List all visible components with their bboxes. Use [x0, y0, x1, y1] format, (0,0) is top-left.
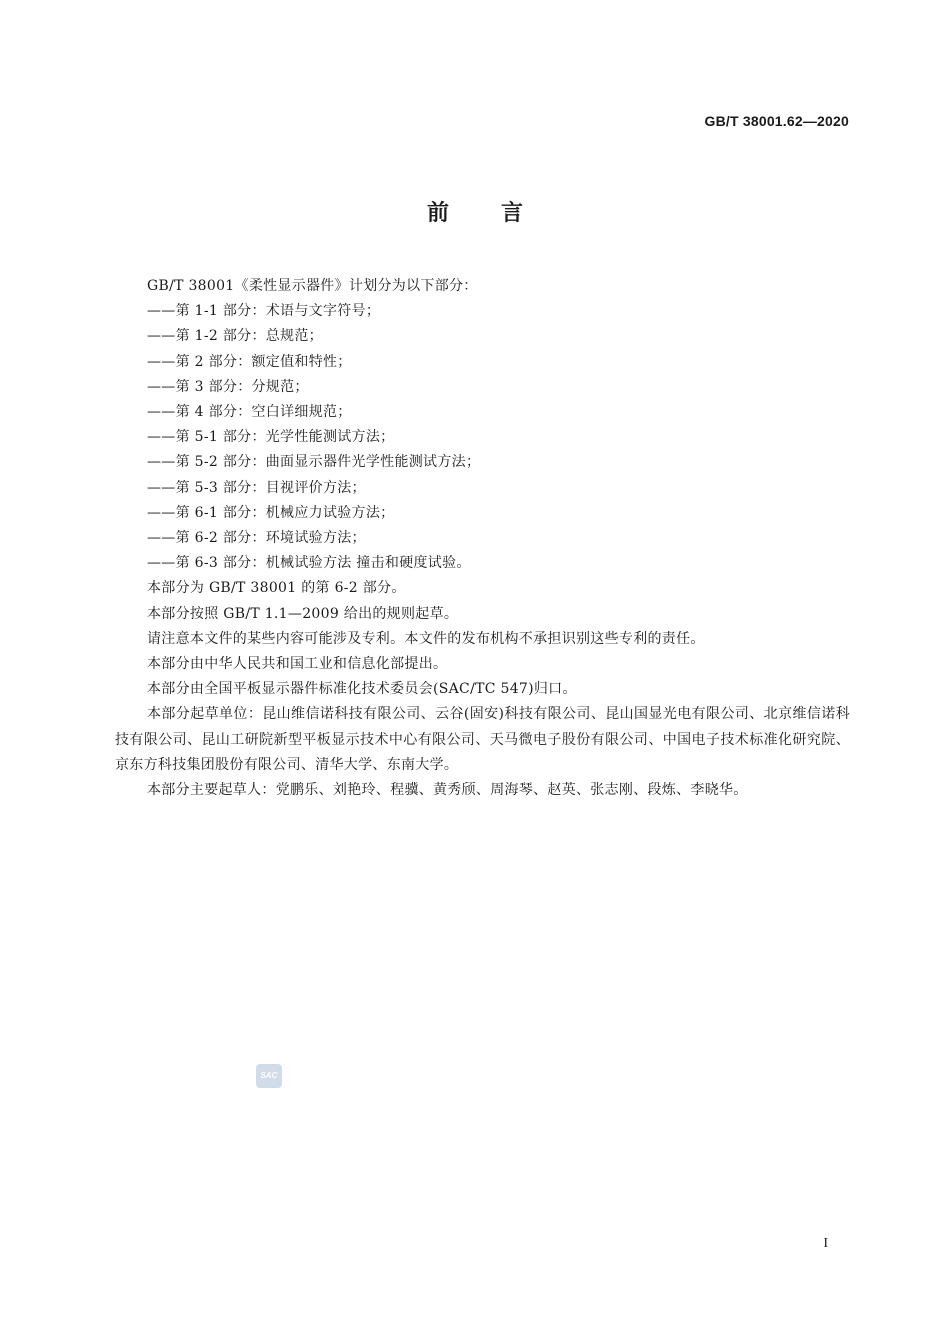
- paragraph: 请注意本文件的某些内容可能涉及专利。本文件的发布机构不承担识别这些专利的责任。: [147, 630, 705, 647]
- page-title: 前言: [426, 201, 575, 226]
- list-item: ——第 5-3 部分：目视评价方法；: [147, 479, 366, 496]
- standard-code: GB/T 38001.62—2020: [704, 113, 849, 129]
- page-number: I: [823, 1236, 828, 1251]
- list-item: ——第 5-2 部分：曲面显示器件光学性能测试方法；: [147, 454, 481, 471]
- list-item: ——第 6-1 部分：机械应力试验方法；: [147, 504, 395, 521]
- paragraph: 本部分起草单位：昆山维信诺科技有限公司、云谷(固安)科技有限公司、昆山国显光电有限公司、北京维信诺科技有限公司、昆山工研院新型平板显示技术中心有限公司、天马微电子股份有限公司、中国电子技术标准化研究院、京东方科技集团股份有限公司、清华大学、东南大学。: [115, 706, 850, 773]
- list-item: ——第 6-3 部分：机械试验方法 撞击和硬度试验。: [147, 555, 471, 572]
- foreword-body: [115, 274, 850, 803]
- list-item: ——第 5-1 部分：光学性能测试方法；: [147, 429, 395, 446]
- paragraph: 本部分由中华人民共和国工业和信息化部提出。: [147, 656, 448, 673]
- paragraph: 本部分为 GB/T 38001 的第 6-2 部分。: [147, 580, 406, 597]
- paragraph: 本部分按照 GB/T 1.1—2009 给出的规则起草。: [147, 605, 459, 622]
- paragraph: 本部分主要起草人：党鹏乐、刘艳玲、程骥、黄秀颀、周海琴、赵英、张志刚、段炼、李晓华。: [147, 782, 748, 799]
- paragraph: 本部分由全国平板显示器件标准化技术委员会(SAC/TC 547)归口。: [147, 681, 577, 698]
- sac-watermark-logo: SAC: [256, 1064, 282, 1088]
- list-item: ——第 6-2 部分：环境试验方法；: [147, 530, 366, 547]
- list-item: ——第 3 部分：分规范；: [147, 378, 309, 395]
- paragraph: GB/T 38001《柔性显示器件》计划分为以下部分：: [147, 278, 478, 294]
- list-item: ——第 2 部分：额定值和特性；: [147, 353, 352, 370]
- list-item: ——第 4 部分：空白详细规范；: [147, 404, 352, 421]
- list-item: ——第 1-2 部分：总规范；: [147, 328, 323, 345]
- list-item: ——第 1-1 部分：术语与文字符号；: [147, 303, 381, 320]
